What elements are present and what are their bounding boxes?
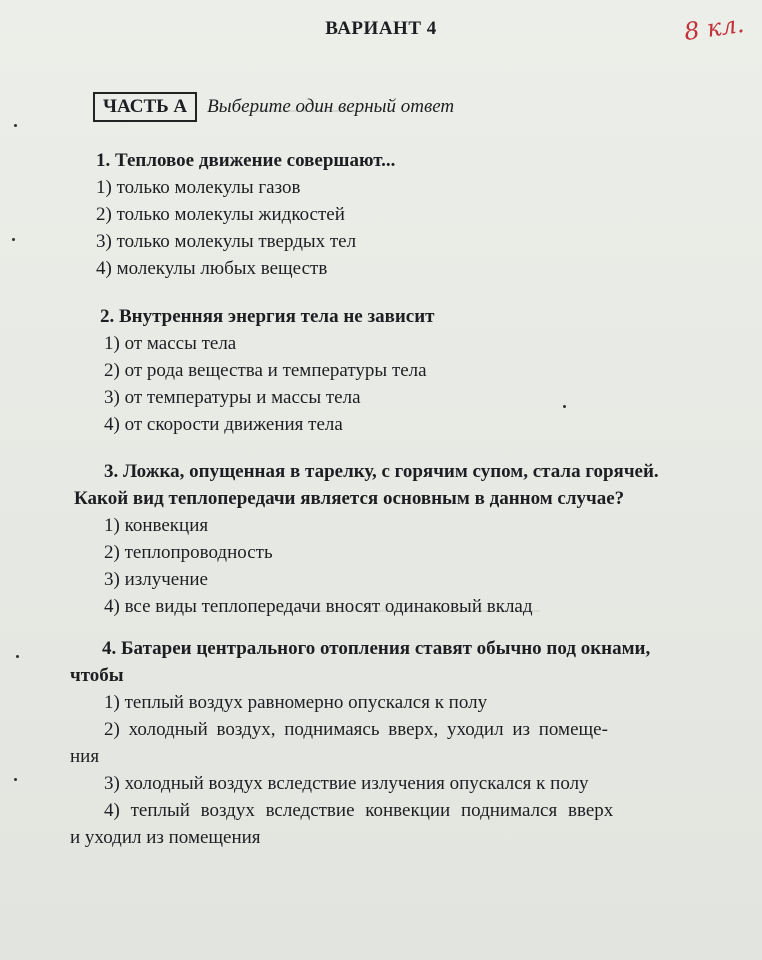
answer-option: 3) только молекулы твердых тел (96, 231, 357, 252)
answer-option: 2) теплопроводность (104, 542, 273, 563)
paper-speck (14, 124, 17, 127)
paper-speck (16, 655, 19, 658)
answer-option-continuation: и уходил из помещения (70, 827, 261, 848)
question-title-line2: Какой вид теплопередачи является основным в данном случае? (74, 488, 625, 509)
part-label: ЧАСТЬ А (93, 92, 197, 122)
answer-option: 2) от рода вещества и температуры тела (104, 360, 427, 381)
answer-option: 1) конвекция (104, 515, 209, 536)
question-title: 1. Тепловое движение совершают... (96, 150, 396, 171)
variant-title: ВАРИАНТ 4 (325, 18, 437, 39)
answer-option-continuation: ния (70, 746, 100, 767)
answer-option: 3) излучение (104, 569, 208, 590)
question-title: 2. Внутренняя энергия тела не зависит (100, 306, 435, 327)
answer-option: 3) холодный воздух вследствие излучения опускался к полу (104, 773, 589, 794)
paper-speck (12, 238, 15, 241)
answer-option: 4) теплый воздух вследствие конвекции поднимался вверх (104, 800, 614, 821)
answer-option: 3) от температуры и массы тела (104, 387, 361, 408)
answer-option: 2) холодный воздух, поднимаясь вверх, уходил из помеще- (104, 719, 608, 740)
question-title-line2: чтобы (70, 665, 124, 686)
answer-option: 4) от скорости движения тела (104, 414, 343, 435)
part-instruction: Выберите один верный ответ (207, 96, 455, 117)
question-2 (100, 303, 435, 438)
part-header (93, 92, 454, 122)
question-4 (70, 635, 750, 851)
answer-option: 1) теплый воздух равномерно опускался к полу (104, 692, 488, 713)
answer-option: 1) от массы тела (104, 333, 237, 354)
handwritten-grade-note: 8 кл. (682, 9, 746, 47)
paper-speck (563, 405, 566, 408)
question-title-line1: 3. Ложка, опущенная в тарелку, с горячим супом, стала горячей. (104, 461, 659, 482)
answer-option: 4) все виды теплопередачи вносят одинаковый вклад (104, 596, 533, 617)
paper-speck (14, 778, 17, 781)
answer-option: 4) молекулы любых веществ (96, 258, 328, 279)
answer-option: 2) только молекулы жидкостей (96, 204, 345, 225)
answer-option: 1) только молекулы газов (96, 177, 301, 198)
question-title-line1: 4. Батареи центрального отопления ставят обычно под окнами, (102, 638, 651, 659)
question-3 (74, 458, 754, 620)
question-1 (96, 147, 395, 282)
